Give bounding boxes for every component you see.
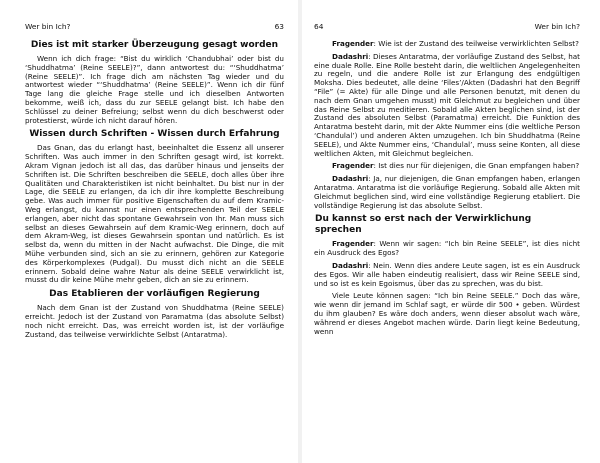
left-paragraph-2: Das Gnan, das du erlangt hast, beeinhaltet die Essenz all unserer Schriften. Was auch immer in den Schriften gesagt wird, ist korrekt. Akram Vignan jedoch ist all das, das darüber hinaus und jenseits der Schriften ist. Die Schriften beschreiben die SEELE, doch alles über ihre Qualitäten und Charakteristiken ist nicht beinhaltet. Du bist nur in der Lage, die SEELE zu erlangen, da ich dir ihre komplette Beschreibung gebe. Was auch immer für positive Eigenschaften du auf dem Kramic-Weg erlangst, du kannst nur einen entsprechenden Teil der SEELE erlangen, aber nicht das spontane Gewahrsein von Ihr. Man muss sich selbst an dieses Gewahrsein auf dem Kramic-Weg erinnern, doch auf dem Akram-Weg, ist dieses Gewahrsein spontan und natürlich. Es ist selbst da, wenn du mitten in der Nacht aufwachst. Die Dinge, die mit Mühe verbunden sind, sich an sie zu erinnern, gehören zur Kategorie des Körperkomplexes (Pudgal). Du musst dich nicht an die SEELE erinnern. Sobald deine wahre Natur als deine SEELE verwirklicht ist, musst du dir keine Mühe mehr geben, dich an sie zu erinnern. — [25, 143, 284, 285]
speaker-label: Dadashri — [332, 260, 369, 270]
left-running-title: Wer bin Ich? — [25, 22, 71, 31]
answer-1 — [314, 53, 580, 159]
question-3 — [314, 240, 580, 258]
right-page — [302, 0, 600, 463]
answer-2-text: : Ja, nur diejenigen, die Gnan empfangen haben, erlangen Antaratma. Antaratma ist die vorläufige Regierung. Sobald alle Akten mit Gleichmut beglichen sind, wird eine vollständige Regierung etabliert. Die vollständige Regierung ist das absolute Selbst. — [314, 174, 580, 210]
speaker-label: Fragender — [332, 161, 374, 171]
answer-3 — [314, 262, 580, 288]
right-running-title: Wer bin Ich? — [534, 22, 580, 31]
left-heading-1: Dies ist mit starker Überzeugung gesagt worden — [30, 40, 279, 50]
speaker-label: Dadashri — [332, 174, 369, 184]
speaker-label: Fragender — [332, 39, 374, 48]
answer-2 — [314, 175, 580, 210]
left-heading-2: Wissen durch Schriften - Wissen durch Erfahrung — [29, 129, 280, 140]
left-page — [0, 0, 298, 463]
left-heading-3: Das Etablieren der vorläufigen Regierung — [49, 289, 260, 300]
question-1 — [314, 40, 580, 49]
left-running-header — [25, 22, 284, 31]
answer-3-text: : Nein. Wenn dies andere Leute sagen, ist es ein Ausdruck des Egos. Wir alle haben eindeutig realisiert, dass wir Reine SEELE sind, und so ist es kein Egoismus, über das zu sprechen, was du bist. — [314, 260, 580, 288]
question-2 — [314, 162, 580, 171]
right-running-header — [314, 22, 580, 31]
left-page-number: 63 — [274, 22, 284, 31]
speaker-label: Dadashri — [332, 51, 369, 61]
right-heading-1: Du kannst so erst nach der Verwirklichung sprechen — [315, 214, 532, 236]
right-paragraph-last: Viele Leute können sagen: “Ich bin Reine SEELE.” Doch das wäre, wie wenn dir jemand im Schlaf sagt, er würde dir 500 • geben. Würdest du ihm glauben? Es wäre doch anders, wenn dieser absolut wach wäre, während er dieses Angebot machen würde. Darin liegt keine Bedeutung, wenn — [314, 291, 580, 336]
answer-1-text: : Dieses Antaratma, der vorläufige Zustand des Selbst, hat eine duale Rolle. Eine Rolle besteht darin, die weltlichen Angelegenheiten zu regeln, und die andere Rolle ist zur Erlangung des endgültigen Moksha. Dies bedeutet, alle deine ‘Files’/Akten (Dadashri hat den Begriff “File” (= Akte) für alle Dinge und alle Personen benutzt, mit denen du nach dem Gnan umgehen musst) mit Gleichmut zu begleichen und über das Reine Selbst zu meditieren. Sobald alle Akten beglichen sind, ist der Zustand des absoluten Selbst (Paramatma) erreicht. Die Funktion des Antaratma besteht darin, mit der Akte Nummer eins (die weltliche Person ‘Chandulal’) und anderen Akten umzugehen. Ich bin Shuddhatma (Reine SEELE), und Akte Nummer eins, ‘Chandulal’, muss seine Konten, all diese weltlichen Akten, mit Gleichmut begleichen. — [314, 51, 580, 158]
right-page-number: 64 — [314, 22, 324, 31]
left-paragraph-1: Wenn ich dich frage: “Bist du wirklich ‘Chandubhai’ oder bist du ‘Shuddhatma’ (Reine SEELE)?”, dann antwortest du: “‘Shuddhatma’ (Reine SEELE)”. Ich frage dich am nächsten Tag wieder und du antwortest wieder “‘Shuddhatma’ (Reine SEELE)”. Wenn ich dir fünf Tage lang die gleiche Frage stelle und ich dieselben Antworten bekomme, weiß ich, dass du zur SEELE gelangt bist. Ich habe den Schlüssel zu deiner Befreiung; selbst wenn du dich beschwerst oder protestierst, würde ich nicht darauf hören. — [25, 54, 284, 125]
question-2-text: : Ist dies nur für diejenigen, die Gnan empfangen haben? — [373, 161, 580, 171]
speaker-label: Fragender — [332, 239, 374, 249]
question-3-text: : Wenn wir sagen: “Ich bin Reine SEELE”, ist dies nicht ein Ausdruck des Egos? — [314, 239, 580, 258]
question-1-text: : Wie ist der Zustand des teilweise verwirklichten Selbst? — [373, 39, 579, 48]
left-paragraph-3: Nach dem Gnan ist der Zustand von Shuddhatma (Reine SEELE) erreicht. Jedoch ist der Zustand von Paramatma (das absolute Selbst) noch nicht erreicht. Das, was erreicht worden ist, ist der vorläufige Zustand, das teilweise verwirklichte Selbst (Antaratma). — [25, 303, 284, 339]
